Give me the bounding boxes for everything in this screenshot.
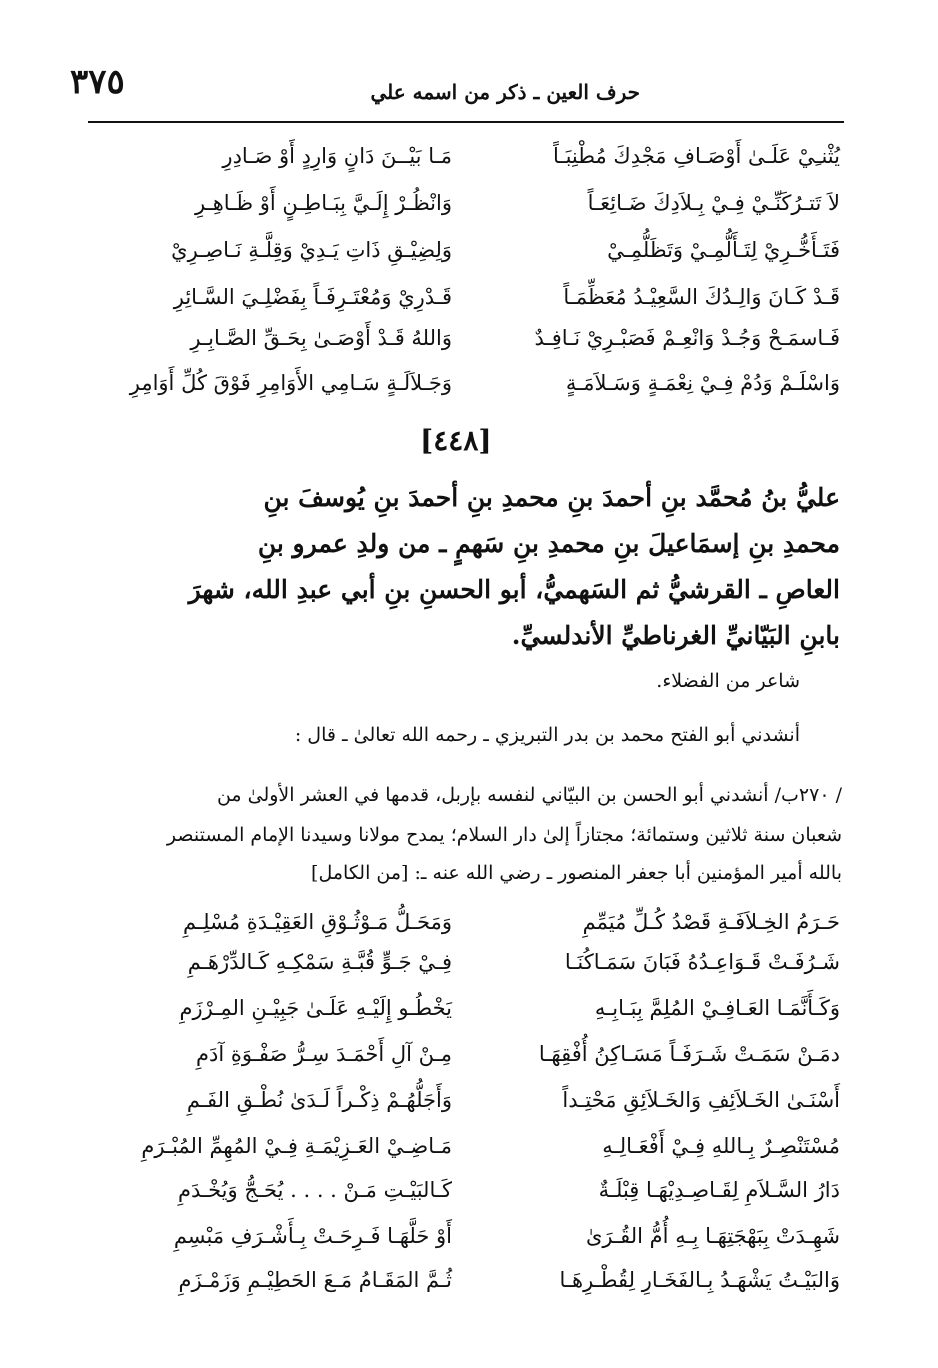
- entry-number: [٤٤٨]: [420, 424, 492, 457]
- verse-left: ثُـمَّ المَقَـامُ مَـعَ الحَطِيْـمِ وَزَمْـزَمِ: [178, 1268, 452, 1292]
- verse-left: فِـيْ جَـوٍّ قُبَّـةِ سَمْكِـهِ كَـالدِّرْهَـمِ: [187, 950, 452, 974]
- verse-right: قَـدْ كَـانَ وَالِـدُكَ السَّعِيْـدُ مُعَظِّمَـاً: [563, 285, 840, 309]
- verse-right: حَـرَمُ الخِـلاَفَـةِ قَصْدُ كُـلِّ مُيَمِّمِ: [582, 910, 840, 934]
- verse-left: وَلِضِيْـقِ ذَاتِ يَـدِيْ وَقِلَّـةِ نَـاصِـرِيْ: [171, 238, 452, 262]
- page-number: ٣٧٥: [70, 62, 125, 102]
- verse-right: وَاسْلَـمْ وَدُمْ فِـيْ نِعْمَـةٍ وَسَـلاَمَـةٍ: [565, 371, 840, 395]
- entry-note: شاعر من الفضلاء.: [656, 670, 800, 692]
- verse-left: مَـا بَيْــنَ دَانٍ وَارِدٍ أَوْ صَـادِرِ: [222, 144, 452, 168]
- verse-right: لاَ تَتـرُكَنِّـيْ فِـيْ بِـلاَدِكَ ضَـائِعَـاً: [587, 191, 840, 215]
- entry-heading-line: بابنِ البَيّانيِّ الغرناطيِّ الأندلسيِّ.: [511, 621, 840, 650]
- verse-left: مَـاضِـيْ العَـزِيْمَـةِ فِـيْ المُهِمِّ المُبْـرَمِ: [141, 1134, 452, 1158]
- entry-heading-line: محمدِ بنِ إسمَاعيلَ بنِ محمدِ بنِ سَهمٍ ـ من ولدِ عمرو بنِ: [257, 529, 840, 558]
- verse-right: فَـاسمَـحْ وَجُـدْ وَانْعِـمْ فَصَبْـرِيْ نَـافِـدٌ: [534, 326, 840, 350]
- verse-right: دَارُ السَّـلاَمِ لِقَـاصِـدِيْهَـا قِبْلَـةٌ: [598, 1178, 840, 1202]
- verse-right: دمَـنْ سَمَـتْ شَـرَفَـاً مَسَـاكِنُ أُفْقِهَـا: [538, 1042, 840, 1066]
- verse-left: وَانْظُـرْ إِلَـيَّ بِبَـاطِـنٍ أَوْ ظَـاهِـرِ: [194, 191, 452, 215]
- prose-line: شعبان سنة ثلاثين وستمائة؛ مجتازاً إلىٰ دار السلام؛ يمدح مولانا وسيدنا الإمام المستنصر: [166, 824, 842, 846]
- verse-right: شَهِـدَتْ بِبَهْجَتِهَـا بِـهِ أُمُّ القُـرَىٰ: [585, 1224, 840, 1248]
- verse-right: وَالبَيْـتُ يَشْهَـدُ بِـالفَخَـارِ لِقُطْـرِهَـا: [559, 1268, 840, 1292]
- verse-left: قَـدْرِيْ وَمُعْتَـرِفَـاً بِفَضْلِـيَ السَّـائِرِ: [173, 285, 452, 309]
- verse-left: أَوْ حَلَّهَـا فَـرِحَـتْ بِـأَشْـرَفِ مَبْسِمِ: [173, 1224, 452, 1248]
- running-head: حرف العين ـ ذكر من اسمه علي: [370, 80, 640, 104]
- verse-right: مُسْتَنْصِـرٌ بِـاللهِ فِـيْ أَفْعَـالِـهِ: [602, 1134, 840, 1158]
- verse-left: كَـالبَيْـتِ مَـنْ . . . . يُحَـجُّ وَيُخْـدَمِ: [177, 1178, 452, 1202]
- verse-right: أَسْنَـىٰ الخَـلاَئِفِ وَالخَـلاَئِقِ مَحْتِـداً: [562, 1088, 840, 1112]
- verse-right: وَكَـأَنَّمَـا العَـافِـيْ المُلِمَّ بِبَـابِـهِ: [594, 996, 840, 1020]
- verse-left: يَخْطُـو إِلَيْـهِ عَلَـىٰ جَبِيْـنِ المِـرْزَمِ: [179, 996, 452, 1020]
- narration-line: أنشدني أبو الفتح محمد بن بدر التبريزي ـ رحمه الله تعالىٰ ـ قال :: [294, 724, 800, 746]
- prose-line: بالله أمير المؤمنين أبا جعفر المنصور ـ رضي الله عنه ـ: [من الكامل]: [311, 862, 842, 884]
- entry-heading-line: العاصِ ـ القرشيُّ ثم السَهميُّ، أبو الحسنِ بنِ أبي عبدِ الله، شهرَ: [188, 575, 840, 604]
- prose-line: / ٢٧٠ب/ أنشدني أبو الحسن بن البيّاني لنفسه بإربل، قدمها في العشر الأولىٰ من: [216, 784, 842, 806]
- verse-left: وَاللهُ قَـدْ أَوْصَـىٰ بِحَـقِّ الصَّـابِـرِ: [190, 326, 452, 350]
- verse-right: فَتَـأَخُّـرِيْ لِتَـأَلُّمِـيْ وَتَظَلُّمِـيْ: [607, 238, 840, 262]
- header-rule: [88, 121, 844, 123]
- verse-right: يُثْنـِيْ عَلَـىٰ أَوْصَـافِ مَجْدِكَ مُطْنِبَـاً: [553, 144, 840, 168]
- verse-left: وَجَـلاَلَـةٍ سَـامِي الأَوَامِرِ فَوْقَ كُلِّ أَوَامِرِ: [129, 371, 452, 395]
- verse-left: مِـنْ آلِ أَحْمَـدَ سِـرُّ صَفْـوَةِ آدَمِ: [196, 1042, 452, 1066]
- entry-heading-line: عليُّ بنُ مُحمَّد بنِ أحمدَ بنِ محمدِ بنِ أحمدَ بنِ يُوسفَ بنِ: [263, 483, 840, 512]
- verse-left: وَمَحَـلُّ مَـوْثُـوْقِ العَقِيْـدَةِ مُسْلِـمِ: [183, 910, 452, 934]
- verse-right: شَـرُفَـتْ قَـوَاعِـدُهُ فَبَانَ سَمَـاكُنَـا: [564, 950, 840, 974]
- verse-left: وَأَجَلُّهُـمْ ذِكْـراً لَـدَىٰ نُطْـقِ الفَـمِ: [186, 1088, 452, 1112]
